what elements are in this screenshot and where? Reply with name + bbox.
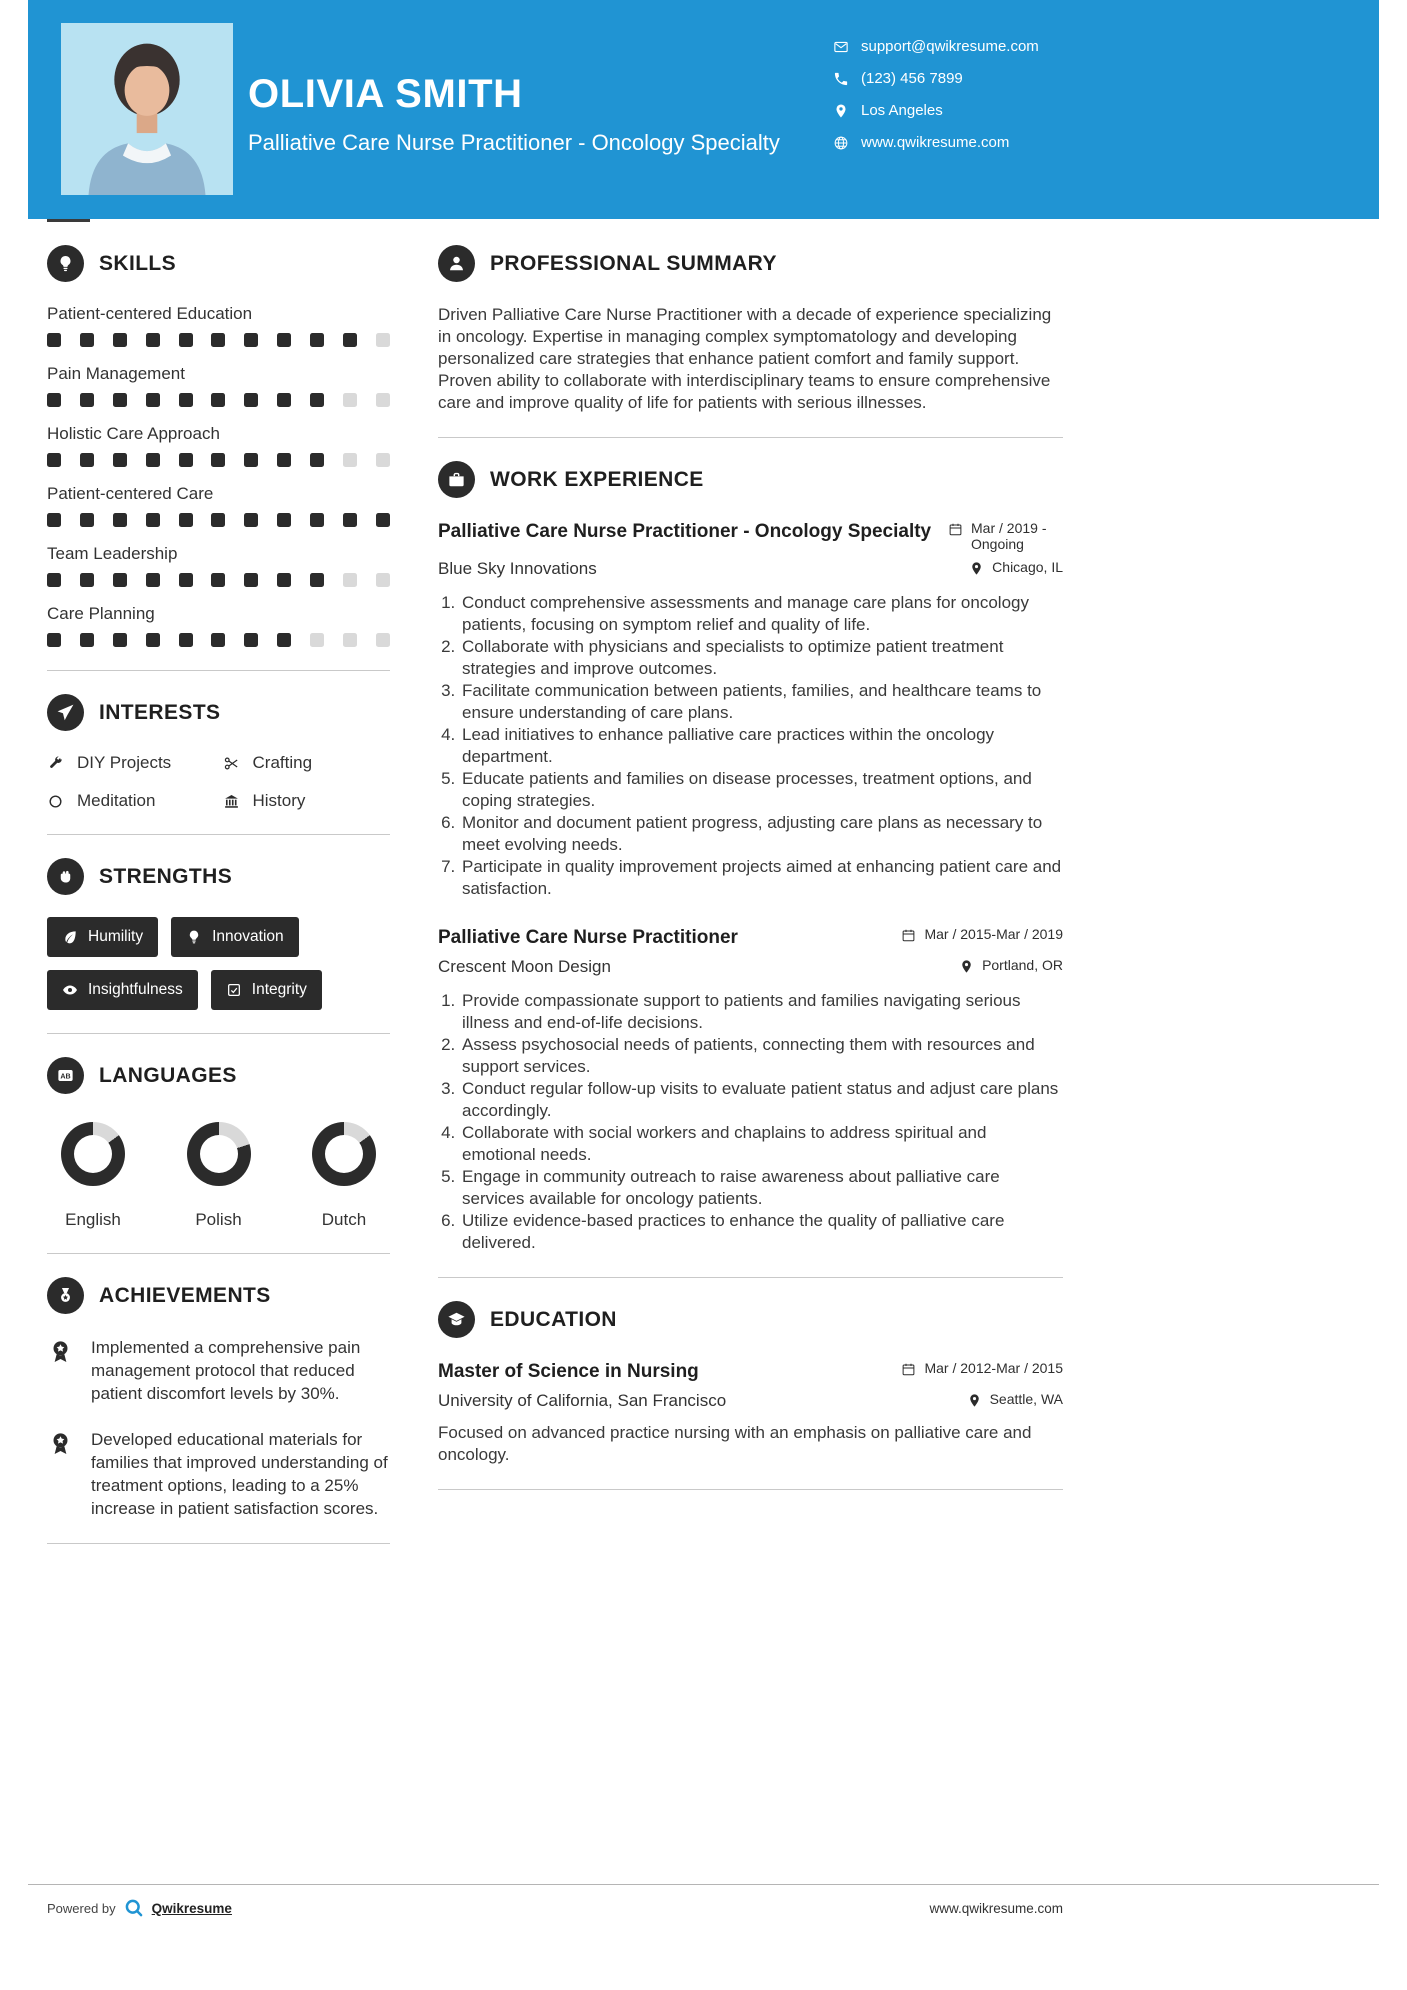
skill-level-square: [211, 573, 225, 587]
skill-level-square: [211, 513, 225, 527]
job-bullet: 4. Collaborate with social workers and chaplains to address spiritual and emotional needs.: [460, 1122, 1063, 1166]
skill-level-square: [343, 393, 357, 407]
strength-label: Integrity: [251, 981, 307, 998]
section-divider: [47, 1543, 390, 1544]
contact-email-text: support@qwikresume.com: [861, 38, 1039, 55]
contact-website: [833, 134, 1039, 151]
skill-level-square: [113, 393, 127, 407]
skill-level-square: [211, 453, 225, 467]
powered-by-label: Powered by: [47, 1900, 116, 1916]
skill-level-square: [113, 633, 127, 647]
skill-level-square: [146, 393, 160, 407]
section-divider: [47, 834, 390, 835]
skill-level-square: [211, 633, 225, 647]
skill-level-bar: [47, 633, 390, 647]
skill-level-square: [277, 573, 291, 587]
job-bullets: [438, 990, 1063, 1254]
location-pin-icon: [967, 1393, 982, 1408]
job-dates: [901, 926, 1063, 943]
company-name: Crescent Moon Design: [438, 957, 611, 976]
job-bullet: 1. Provide compassionate support to patients and families navigating serious illness and end-of-life decisions.: [460, 990, 1063, 1034]
skill-level-square: [113, 453, 127, 467]
skill-level-square: [343, 633, 357, 647]
language-item: [187, 1122, 251, 1230]
education-section-header: [438, 1301, 1063, 1338]
interest-label: Crafting: [252, 753, 313, 772]
skill-level-square: [310, 333, 324, 347]
skill-name: Patient-centered Education: [47, 304, 253, 323]
scissors-icon: [223, 755, 240, 772]
contact-website-text: www.qwikresume.com: [861, 134, 1010, 151]
skill-level-square: [47, 333, 61, 347]
company-name: Blue Sky Innovations: [438, 559, 597, 578]
section-title-skills: SKILLS: [99, 251, 177, 275]
section-divider: [438, 1277, 1063, 1278]
identity-block: [248, 72, 780, 156]
skill-level-square: [80, 393, 94, 407]
job-bullet: 2. Assess psychosocial needs of patients, connecting them with resources and support services.: [460, 1034, 1063, 1078]
skills-section-header: [47, 245, 390, 282]
skill-level-bar: [47, 513, 390, 527]
powered-by-block: [47, 1898, 232, 1918]
profile-photo: [61, 23, 233, 195]
job-bullet: 4. Lead initiatives to enhance palliative care practices within the oncology department.: [460, 724, 1063, 768]
skill-level-square: [211, 333, 225, 347]
skill-level-square: [277, 333, 291, 347]
skill-level-square: [80, 633, 94, 647]
skill-level-square: [146, 513, 160, 527]
footer-website: www.qwikresume.com: [929, 1900, 1063, 1916]
skill-level-square: [80, 573, 94, 587]
skill-item: [47, 424, 390, 467]
lightbulb-icon: [47, 245, 84, 282]
skill-level-square: [146, 633, 160, 647]
portrait-illustration: [61, 23, 233, 195]
translate-icon: [47, 1057, 84, 1094]
medal-star-icon: [47, 1338, 74, 1365]
person-icon: [438, 245, 475, 282]
skill-level-square: [244, 633, 258, 647]
interests-section-header: [47, 694, 390, 731]
header-accent-tick: [47, 219, 90, 222]
skill-level-square: [80, 453, 94, 467]
medal-icon: [47, 1277, 84, 1314]
skill-level-square: [113, 333, 127, 347]
page-footer: [28, 1884, 1379, 1918]
skill-level-square: [80, 333, 94, 347]
interest-label: DIY Projects: [77, 753, 172, 772]
experience-section-header: [438, 461, 1063, 498]
section-divider: [47, 1253, 390, 1254]
museum-icon: [223, 793, 240, 810]
briefcase-icon: [438, 461, 475, 498]
contact-phone: [833, 70, 1039, 87]
contact-location-text: Los Angeles: [861, 102, 943, 119]
skill-item: [47, 484, 390, 527]
contact-phone-text: (123) 456 7899: [861, 70, 963, 87]
contact-list: [833, 38, 1039, 151]
degree-title: Master of Science in Nursing: [438, 1361, 699, 1382]
section-title-languages: LANGUAGES: [99, 1063, 237, 1087]
language-level-donut: [61, 1122, 125, 1186]
section-divider: [47, 670, 390, 671]
skill-item: [47, 364, 390, 407]
date-range: Mar / 2012-Mar / 2015: [924, 1360, 1063, 1376]
skill-level-square: [179, 633, 193, 647]
eye-icon: [62, 982, 78, 998]
job-bullet: 5. Engage in community outreach to raise awareness about palliative care services available for oncology patients.: [460, 1166, 1063, 1210]
job-bullet: 2. Collaborate with physicians and specialists to optimize patient treatment strategies and improve outcomes.: [460, 636, 1063, 680]
skill-level-square: [244, 573, 258, 587]
skill-level-square: [376, 513, 390, 527]
education-entry: [438, 1360, 1063, 1466]
skill-level-square: [310, 453, 324, 467]
skill-level-square: [376, 393, 390, 407]
job-bullets: [438, 592, 1063, 900]
skill-level-square: [343, 513, 357, 527]
qwikresume-brand-link[interactable]: Qwikresume: [151, 1900, 232, 1916]
section-divider: [438, 437, 1063, 438]
calendar-icon: [901, 1362, 916, 1377]
skill-level-square: [277, 393, 291, 407]
skill-level-square: [376, 633, 390, 647]
strengths-pills: [47, 917, 390, 1010]
skill-name: Pain Management: [47, 364, 185, 383]
skill-level-square: [47, 393, 61, 407]
language-name: Polish: [195, 1210, 242, 1229]
contact-email: [833, 38, 1039, 55]
section-title-experience: WORK EXPERIENCE: [490, 467, 704, 491]
job-location: [969, 559, 1063, 576]
skill-level-square: [277, 513, 291, 527]
skill-item: [47, 604, 390, 647]
job-entry: [438, 520, 1063, 900]
skill-level-square: [146, 573, 160, 587]
language-name: Dutch: [321, 1210, 367, 1229]
section-title-interests: INTERESTS: [99, 700, 221, 724]
interest-item: [223, 753, 391, 773]
skill-item: [47, 304, 390, 347]
school-name: University of California, San Francisco: [438, 1391, 727, 1410]
calendar-icon: [901, 928, 916, 943]
lightbulb-icon: [186, 929, 202, 945]
education-location: [967, 1391, 1063, 1408]
interest-item: [47, 753, 215, 773]
strengths-section-header: [47, 858, 390, 895]
achievements-section-header: [47, 1277, 390, 1314]
skill-level-square: [244, 393, 258, 407]
skill-level-square: [146, 333, 160, 347]
skill-name: Patient-centered Care: [47, 484, 214, 503]
skill-level-square: [179, 393, 193, 407]
candidate-title: Palliative Care Nurse Practitioner - Oncology Specialty: [248, 130, 780, 155]
wrench-icon: [47, 755, 64, 772]
skill-level-square: [47, 633, 61, 647]
calendar-icon: [948, 522, 963, 537]
skill-level-square: [376, 573, 390, 587]
location-pin-icon: [833, 103, 849, 119]
achievement-text: Implemented a comprehensive pain management protocol that reduced patient discomfort levels by 30%.: [91, 1338, 361, 1403]
section-title-education: EDUCATION: [490, 1307, 617, 1331]
skill-level-square: [179, 453, 193, 467]
job-title: Palliative Care Nurse Practitioner: [438, 927, 738, 948]
skill-level-square: [47, 573, 61, 587]
skill-level-bar: [47, 453, 390, 467]
skill-level-square: [146, 453, 160, 467]
skill-level-square: [376, 333, 390, 347]
job-title: Palliative Care Nurse Practitioner - Oncology Specialty: [438, 521, 932, 542]
strength-pill: [47, 970, 198, 1010]
job-location: [959, 957, 1063, 974]
globe-icon: [833, 135, 849, 151]
language-name: English: [65, 1210, 121, 1229]
job-bullet: 3. Conduct regular follow-up visits to evaluate patient status and adjust care plans accordingly.: [460, 1078, 1063, 1122]
skill-name: Holistic Care Approach: [47, 424, 220, 443]
strength-label: Humility: [88, 928, 144, 945]
skill-level-bar: [47, 573, 390, 587]
skill-level-square: [244, 513, 258, 527]
job-bullet: 5. Educate patients and families on disease processes, treatment options, and coping strategies.: [460, 768, 1063, 812]
skill-level-square: [179, 513, 193, 527]
strength-label: Innovation: [212, 928, 284, 945]
skill-level-square: [310, 393, 324, 407]
medal-star-icon: [47, 1430, 74, 1457]
skill-name: Care Planning: [47, 604, 155, 623]
language-level-donut: [187, 1122, 251, 1186]
language-item: [61, 1122, 125, 1230]
achievement-item: [47, 1428, 390, 1520]
date-range: Mar / 2015-Mar / 2019: [924, 926, 1063, 942]
interest-label: Meditation: [77, 791, 156, 810]
skill-level-square: [343, 573, 357, 587]
job-dates: [948, 520, 1063, 552]
right-column: [438, 245, 1063, 1513]
interest-item: [223, 791, 391, 811]
skill-level-square: [277, 453, 291, 467]
strength-pill: [171, 917, 299, 957]
circle-outline-icon: [47, 793, 64, 810]
job-bullet: 6. Monitor and document patient progress, adjusting care plans as necessary to meet evolving needs.: [460, 812, 1063, 856]
skill-level-bar: [47, 393, 390, 407]
skill-level-square: [310, 573, 324, 587]
summary-section-header: [438, 245, 1063, 282]
achievement-item: [47, 1336, 390, 1405]
skill-level-square: [277, 633, 291, 647]
skill-level-square: [113, 513, 127, 527]
strength-pill: [47, 917, 158, 957]
phone-icon: [833, 71, 849, 87]
section-title-achievements: ACHIEVEMENTS: [99, 1283, 271, 1307]
job-entry: [438, 926, 1063, 1254]
skill-level-square: [244, 333, 258, 347]
location-text: Chicago, IL: [992, 559, 1063, 575]
section-divider: [47, 1033, 390, 1034]
skill-level-square: [343, 333, 357, 347]
education-dates: [901, 1360, 1063, 1377]
job-bullet: 6. Utilize evidence-based practices to enhance the quality of palliative care delivered.: [460, 1210, 1063, 1254]
summary-text: Driven Palliative Care Nurse Practitioner with a decade of experience specializing in oncology. Expertise in managing complex symptomatology and developing personalized care strategies that enhance patient comfort and family support. Proven ability to collaborate with interdisciplinary teams to ensure comprehensive care and improve quality of life for patients with serious illnesses.: [438, 305, 1052, 412]
graduation-cap-icon: [438, 1301, 475, 1338]
location-pin-icon: [969, 561, 984, 576]
education-description: Focused on advanced practice nursing with an emphasis on palliative care and oncology.: [438, 1423, 1032, 1464]
interests-grid: [47, 753, 390, 811]
achievement-text: Developed educational materials for families that improved understanding of treatment options, leading to a 25% increase in patient satisfaction scores.: [91, 1430, 388, 1518]
interest-item: [47, 791, 215, 811]
job-bullet: 3. Facilitate communication between patients, families, and healthcare teams to ensure understanding of care plans.: [460, 680, 1063, 724]
skill-name: Team Leadership: [47, 544, 178, 563]
section-divider: [438, 1489, 1063, 1490]
job-bullet: 7. Participate in quality improvement projects aimed at enhancing patient care and satisfaction.: [460, 856, 1063, 900]
skill-level-square: [343, 453, 357, 467]
leaf-icon: [62, 929, 78, 945]
location-text: Seattle, WA: [989, 1391, 1063, 1407]
skill-level-square: [376, 453, 390, 467]
language-level-donut: [312, 1122, 376, 1186]
skill-level-square: [47, 513, 61, 527]
skill-level-bar: [47, 333, 390, 347]
skill-level-square: [179, 573, 193, 587]
location-text: Portland, OR: [982, 957, 1063, 973]
strength-pill: [211, 970, 322, 1010]
job-bullet: 1. Conduct comprehensive assessments and manage care plans for oncology patients, focusing on symptom relief and quality of life.: [460, 592, 1063, 636]
checkbox-icon: [226, 982, 242, 998]
skill-level-square: [113, 573, 127, 587]
candidate-name: OLIVIA SMITH: [248, 72, 523, 116]
section-title-strengths: STRENGTHS: [99, 864, 233, 888]
languages-section-header: [47, 1057, 390, 1094]
skill-item: [47, 544, 390, 587]
left-column: [47, 245, 390, 1567]
contact-location: [833, 102, 1039, 119]
qwikresume-logo-icon: [124, 1898, 144, 1918]
languages-row: [47, 1116, 390, 1230]
skill-level-square: [179, 333, 193, 347]
paper-plane-icon: [47, 694, 84, 731]
skill-level-square: [47, 453, 61, 467]
location-pin-icon: [959, 959, 974, 974]
email-icon: [833, 39, 849, 55]
section-title-summary: PROFESSIONAL SUMMARY: [490, 251, 777, 275]
header-band: [28, 0, 1379, 219]
svg-text:AB: AB: [60, 1072, 71, 1081]
date-range: Mar / 2019 - Ongoing: [971, 520, 1047, 552]
skill-level-square: [244, 453, 258, 467]
skill-level-square: [310, 633, 324, 647]
strength-label: Insightfulness: [88, 981, 183, 998]
language-item: [312, 1122, 376, 1230]
fist-icon: [47, 858, 84, 895]
interest-label: History: [252, 791, 306, 810]
skill-level-square: [211, 393, 225, 407]
skill-level-square: [310, 513, 324, 527]
skill-level-square: [80, 513, 94, 527]
